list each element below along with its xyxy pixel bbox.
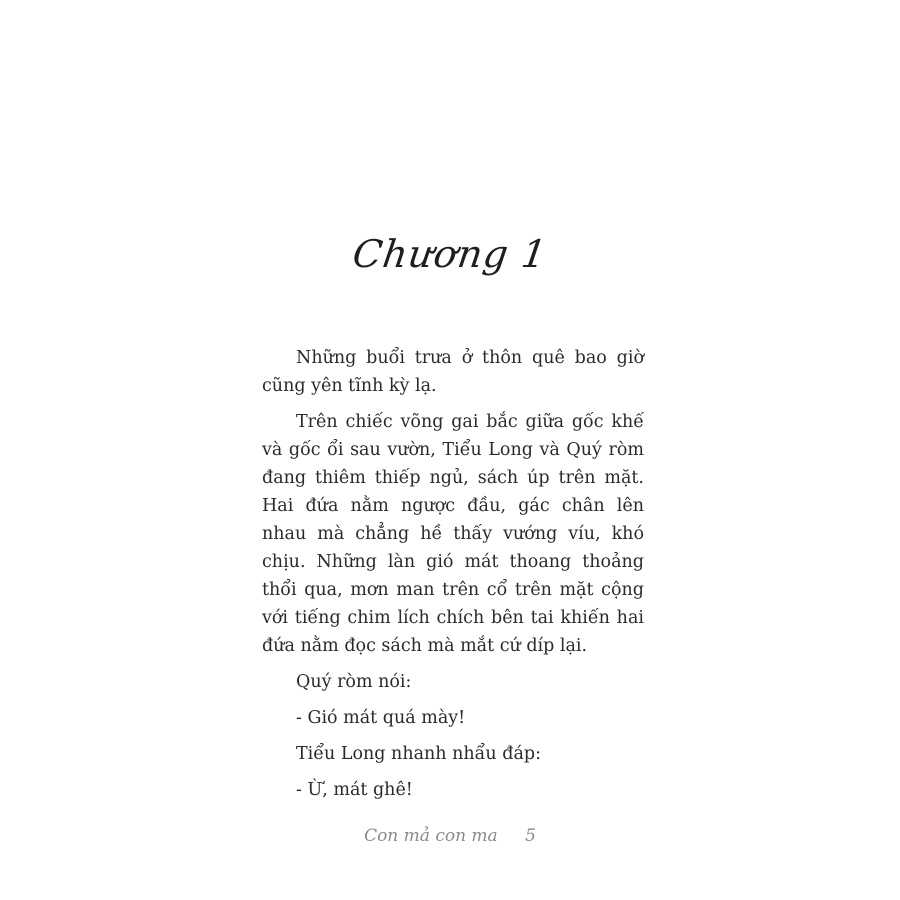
paragraph: - Ừ, mát ghê! [296, 780, 413, 800]
running-book-title: Con mả con ma [364, 826, 498, 846]
paragraph: Những buổi trưa ở thôn quê bao giờ cũng yên tĩnh kỳ lạ. [262, 348, 644, 396]
chapter-title: Chương 1 [349, 232, 551, 276]
paragraph: Tiểu Long nhanh nhẩu đáp: [296, 744, 541, 764]
paragraph: Trên chiếc võng gai bắc giữa gốc khế và gốc ổi sau vườn, Tiểu Long và Quý ròm đang thiêm thiếp ngủ, sách úp trên mặt. Hai đứa nằm ngược đầu, gác chân lên nhau mà chẳng hề thấy vướng víu, khó chịu. Những làn gió mát thoang thoảng thổi qua, mơn man trên cổ trên mặt cộng với tiếng chim lích chích bên tai khiến hai đứa nằm đọc sách mà mắt cứ díp lại. [262, 412, 644, 656]
paragraph: - Gió mát quá mày! [296, 708, 466, 728]
page-footer [0, 826, 900, 846]
paragraph: Quý ròm nói: [296, 672, 412, 692]
chapter-body [262, 344, 644, 812]
page-number: 5 [525, 826, 536, 846]
